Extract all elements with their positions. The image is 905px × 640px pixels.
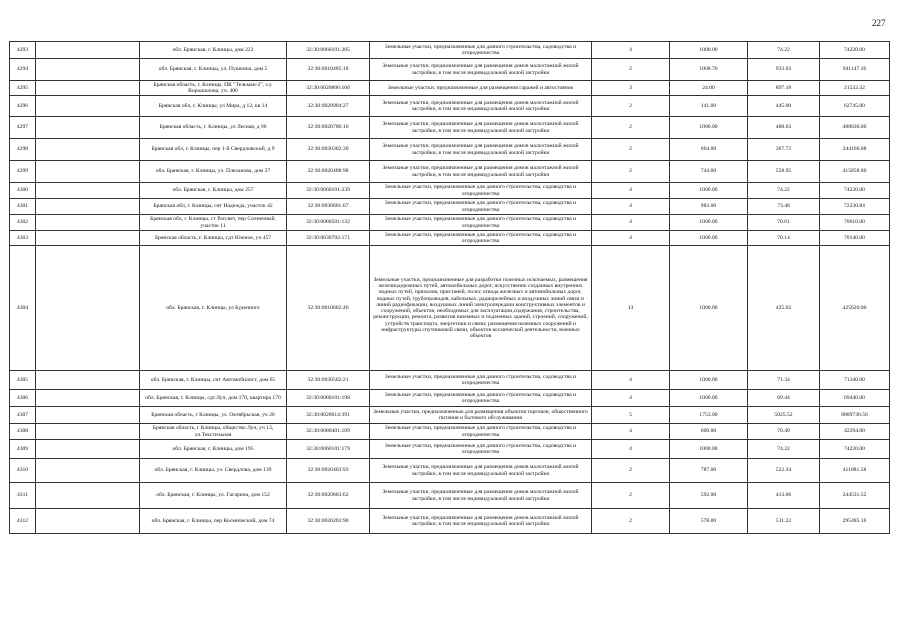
group-cell: 4 xyxy=(592,183,670,199)
address-cell: Брянская область, г. Клинцы, ПК "Тельман-2", з.у. Ворошилова, уч. 400 xyxy=(140,81,287,96)
area-cell: 1000.00 xyxy=(670,390,748,407)
table-body xyxy=(10,42,890,534)
table-row xyxy=(10,96,890,117)
address-cell: обл. Брянская, г. Клинцы, пер Космический, дом 74 xyxy=(140,509,287,534)
cadastral-value-cell: 69440.00 xyxy=(820,390,890,407)
land-use-cell: Земельные участки, предназначенные для размещения объектов торговли, общественного питания и бытового обслуживания xyxy=(370,407,592,424)
table-row xyxy=(10,81,890,96)
area-cell: 1000.00 xyxy=(670,215,748,231)
land-use-cell: Земельные участки, предназначенные для размещения домов малоэтажной жилой застройки, в том числе индивидуальной жилой застройки xyxy=(370,161,592,183)
cadastral-value-cell: 425620.00 xyxy=(820,246,890,371)
group-cell: 2 xyxy=(592,139,670,161)
empty-cell xyxy=(36,246,140,371)
empty-cell xyxy=(36,139,140,161)
row-number: 4299 xyxy=(10,161,36,183)
group-cell: 4 xyxy=(592,199,670,215)
land-use-cell: Земельные участки, предназначенные для дачного строительства, садоводства и огородничества xyxy=(370,231,592,246)
unit-value-cell: 70.14 xyxy=(748,231,820,246)
empty-cell xyxy=(36,199,140,215)
cadastral-value-cell: 70610.00 xyxy=(820,215,890,231)
land-use-cell: Земельные участки, предназначенные для размещения домов малоэтажной жилой застройки, в том числе индивидуальной жилой застройки xyxy=(370,483,592,509)
land-use-cell: Земельные участки, предназначенные для дачного строительства, садоводства и огородничества xyxy=(370,390,592,407)
cadastral-number-cell: 32:30:0080101:198 xyxy=(287,390,370,407)
area-cell: 1000.00 xyxy=(670,440,748,459)
address-cell: Брянская область, г Клинцы, общество Луч, уч 13, ул.Текстильная xyxy=(140,424,287,440)
land-use-cell: Земельные участки, предназначенные для размещения домов малоэтажной жилой застройки, в том числе индивидуальной жилой застройки xyxy=(370,509,592,534)
empty-cell xyxy=(36,42,140,59)
land-use-cell: Земельные участки, предназначенные для разработки полезных ископаемых, размещения железнодорожных путей, автомобильных дорог, искусственно созданных внутренних водных путей, причалов, пристаней, полос отвода железных и автомобильных дорог, водных путей, трубопроводов, кабельных, радиорелейных и воздушных линий связи и линий радиофикации, воздушных линий электропередачи конструктивных элементов и сооружений, объектов, необходимых для эксплуатации,содержания, строительства, реконструкции, ремонта, развития наземных и подземных зданий, строений, сооружений, устройств транспорта, энергетики и связи; размещения наземных сооружений и инфраструктуры спутниковой связи, объектов космической деятельности, военных объектов xyxy=(370,246,592,371)
land-use-cell: Земельные участки, предназначенные для размещения домов малоэтажной жилой застройки, в том числе индивидуальной жилой застройки xyxy=(370,117,592,139)
table-row xyxy=(10,424,890,440)
empty-cell xyxy=(36,424,140,440)
row-number: 4304 xyxy=(10,246,36,371)
empty-cell xyxy=(36,440,140,459)
table-row xyxy=(10,199,890,215)
row-number: 4308 xyxy=(10,424,36,440)
empty-cell xyxy=(36,509,140,534)
table-row xyxy=(10,231,890,246)
unit-value-cell: 413.06 xyxy=(748,483,820,509)
group-cell: 4 xyxy=(592,371,670,390)
empty-cell xyxy=(36,161,140,183)
land-use-cell: Земельные участки, предназначенные для дачного строительства, садоводства и огородничества xyxy=(370,371,592,390)
cadastral-value-cell: 74220.00 xyxy=(820,183,890,199)
unit-value-cell: 69.44 xyxy=(748,390,820,407)
area-cell: 1000.00 xyxy=(670,371,748,390)
address-cell: обл. Брянская, г. Клинцы, ул. Пушкина, дом 5 xyxy=(140,59,287,81)
group-cell: 4 xyxy=(592,231,670,246)
table-row xyxy=(10,215,890,231)
cadastral-number-cell: 32:30:0060101:179 xyxy=(287,440,370,459)
table-row xyxy=(10,59,890,81)
cadastral-number-cell: 32:30:0030502:21 xyxy=(287,371,370,390)
cadastral-number-cell: 32:30:0020904:27 xyxy=(287,96,370,117)
unit-value-cell: 425.62 xyxy=(748,246,820,371)
table-row xyxy=(10,246,890,371)
group-cell: 2 xyxy=(592,59,670,81)
empty-cell xyxy=(36,371,140,390)
row-number: 4294 xyxy=(10,59,36,81)
table-row xyxy=(10,161,890,183)
group-cell: 4 xyxy=(592,390,670,407)
address-cell: Брянская обл, г. Клинцы, ст Рассвет, пер Солнечный, участок 11 xyxy=(140,215,287,231)
land-use-cell: Земельные участки, предназначенные для дачного строительства, садоводства и огородничества xyxy=(370,183,592,199)
address-cell: Брянская обл, г. Клинцы, ул Мира, д 12, кв 14 xyxy=(140,96,287,117)
cadastral-value-cell: 70140.00 xyxy=(820,231,890,246)
cadastral-value-cell: 244166.08 xyxy=(820,139,890,161)
empty-cell xyxy=(36,459,140,483)
area-cell: 592.00 xyxy=(670,483,748,509)
cadastral-number-cell: 32:30:0020614:391 xyxy=(287,407,370,424)
unit-value-cell: 897.18 xyxy=(748,81,820,96)
cadastral-value-cell: 488630.00 xyxy=(820,117,890,139)
empty-cell xyxy=(36,81,140,96)
group-cell: 4 xyxy=(592,440,670,459)
address-cell: обл. Брянская, г. Клинцы, ул. Плеханова, дом 27 xyxy=(140,161,287,183)
land-use-cell: Земельные участки, предназначенные для дачного строительства, садоводства и огородничества xyxy=(370,199,592,215)
unit-value-cell: 558.95 xyxy=(748,161,820,183)
land-use-cell: Земельные участки, предназначенные для размещения гаражей и автостоянок xyxy=(370,81,592,96)
group-cell: 2 xyxy=(592,459,670,483)
row-number: 4297 xyxy=(10,117,36,139)
group-cell: 5 xyxy=(592,407,670,424)
row-number: 4302 xyxy=(10,215,36,231)
address-cell: Брянская обл, г. Клинцы, снт Надежда, участок 42 xyxy=(140,199,287,215)
land-use-cell: Земельные участки, предназначенные для дачного строительства, садоводства и огородничества xyxy=(370,215,592,231)
group-cell: 2 xyxy=(592,96,670,117)
area-cell: 983.00 xyxy=(670,199,748,215)
address-cell: обл. Брянская, г. Клинцы, ул Буденного xyxy=(140,246,287,371)
cadastral-number-cell: 32:30:0030702:171 xyxy=(287,231,370,246)
cadastral-value-cell: 8809736.56 xyxy=(820,407,890,424)
cadastral-number-cell: 32:30:0080501:132 xyxy=(287,215,370,231)
cadastral-number-cell: 32:30:0010405:18 xyxy=(287,59,370,81)
area-cell: 744.00 xyxy=(670,161,748,183)
row-number: 4301 xyxy=(10,199,36,215)
unit-value-cell: 74.22 xyxy=(748,440,820,459)
cadastral-value-cell: 71340.00 xyxy=(820,371,890,390)
empty-cell xyxy=(36,390,140,407)
address-cell: Брянская обл, г. Клинцы, пер 1-й Свердловский, д 9 xyxy=(140,139,287,161)
row-number: 4310 xyxy=(10,459,36,483)
group-cell: 13 xyxy=(592,246,670,371)
empty-cell xyxy=(36,117,140,139)
row-number: 4305 xyxy=(10,371,36,390)
address-cell: обл. Брянская, г. Клинцы, дом 257 xyxy=(140,183,287,199)
table-row xyxy=(10,440,890,459)
cadastral-value-cell: 72230.84 xyxy=(820,199,890,215)
row-number: 4295 xyxy=(10,81,36,96)
row-number: 4300 xyxy=(10,183,36,199)
cadastral-number-cell: 32:30:0010602:46 xyxy=(287,246,370,371)
cadastral-number-cell: 32:30:0020408:98 xyxy=(287,161,370,183)
row-number: 4293 xyxy=(10,42,36,59)
table-row xyxy=(10,407,890,424)
row-number: 4298 xyxy=(10,139,36,161)
area-cell: 1753.00 xyxy=(670,407,748,424)
area-cell: 1000.00 xyxy=(670,42,748,59)
row-number: 4296 xyxy=(10,96,36,117)
group-cell: 4 xyxy=(592,215,670,231)
cadastral-number-cell: 32:30:0030302:30 xyxy=(287,139,370,161)
empty-cell xyxy=(36,483,140,509)
row-number: 4311 xyxy=(10,483,36,509)
table-row xyxy=(10,459,890,483)
area-cell: 141.00 xyxy=(670,96,748,117)
area-cell: 1000.00 xyxy=(670,231,748,246)
row-number: 4312 xyxy=(10,509,36,534)
cadastral-value-cell: 21532.32 xyxy=(820,81,890,96)
address-cell: Брянская область, г. Клинцы, сдт Южное, уч 457 xyxy=(140,231,287,246)
unit-value-cell: 71.34 xyxy=(748,371,820,390)
table-row xyxy=(10,390,890,407)
address-cell: Брянская область, г Клинцы, ул. Октябрьская, уч 20 xyxy=(140,407,287,424)
empty-cell xyxy=(36,59,140,81)
unit-value-cell: 367.72 xyxy=(748,139,820,161)
address-cell: обл. Брянская, г. Клинцы, дом 222 xyxy=(140,42,287,59)
cadastral-value-cell: 411081.58 xyxy=(820,459,890,483)
cadastral-number-cell: 32:30:0020803:62 xyxy=(287,483,370,509)
page-number: 227 xyxy=(872,18,886,28)
unit-value-cell: 445.00 xyxy=(748,96,820,117)
land-use-cell: Земельные участки, предназначенные для дачного строительства, садоводства и огородничества xyxy=(370,42,592,59)
address-cell: обл. Брянская, г. Клинцы, сдт.Луч, дом 170, квартира 170 xyxy=(140,390,287,407)
cadastral-value-cell: 415858.80 xyxy=(820,161,890,183)
empty-cell xyxy=(36,96,140,117)
cadastral-number-cell: 32:30:0020706:16 xyxy=(287,117,370,139)
group-cell: 2 xyxy=(592,161,670,183)
area-cell: 664.00 xyxy=(670,139,748,161)
group-cell: 4 xyxy=(592,424,670,440)
table-row xyxy=(10,509,890,534)
land-use-cell: Земельные участки, предназначенные для размещения домов малоэтажной жилой застройки, в том числе индивидуальной жилой застройки xyxy=(370,139,592,161)
cadastral-value-cell: 941147.36 xyxy=(820,59,890,81)
address-cell: обл. Брянская, г. Клинцы, дом 195 xyxy=(140,440,287,459)
empty-cell xyxy=(36,407,140,424)
address-cell: обл. Брянская, г. Клинцы, снт Автомобилист, дом 65 xyxy=(140,371,287,390)
empty-cell xyxy=(36,183,140,199)
table-row xyxy=(10,42,890,59)
empty-cell xyxy=(36,231,140,246)
group-cell: 2 xyxy=(592,117,670,139)
cadastral-number-cell: 32:30:0030601:67 xyxy=(287,199,370,215)
unit-value-cell: 74.22 xyxy=(748,183,820,199)
cadastral-value-cell: 62745.00 xyxy=(820,96,890,117)
cadastral-value-cell: 295485.16 xyxy=(820,509,890,534)
address-cell: обл. Брянская, г. Клинцы, ул. Свердлова, дом 139 xyxy=(140,459,287,483)
unit-value-cell: 70.61 xyxy=(748,215,820,231)
row-number: 4307 xyxy=(10,407,36,424)
land-use-cell: Земельные участки, предназначенные для размещения домов малоэтажной жилой застройки, в том числе индивидуальной жилой застройки xyxy=(370,459,592,483)
land-use-cell: Земельные участки, предназначенные для дачного строительства, садоводства и огородничества xyxy=(370,440,592,459)
unit-value-cell: 522.34 xyxy=(748,459,820,483)
group-cell: 2 xyxy=(592,483,670,509)
table-row xyxy=(10,183,890,199)
area-cell: 787.00 xyxy=(670,459,748,483)
area-cell: 578.00 xyxy=(670,509,748,534)
area-cell: 24.00 xyxy=(670,81,748,96)
area-cell: 1000.00 xyxy=(670,183,748,199)
cadastral-value-cell: 74220.00 xyxy=(820,42,890,59)
row-number: 4303 xyxy=(10,231,36,246)
unit-value-cell: 74.22 xyxy=(748,42,820,59)
unit-value-cell: 933.03 xyxy=(748,59,820,81)
cadastral-number-cell: 32:30:0020806:166 xyxy=(287,81,370,96)
row-number: 4306 xyxy=(10,390,36,407)
area-cell: 1008.70 xyxy=(670,59,748,81)
unit-value-cell: 511.22 xyxy=(748,509,820,534)
table-row xyxy=(10,139,890,161)
cadastral-value-cell: 74220.00 xyxy=(820,440,890,459)
cadastral-value-table xyxy=(9,41,890,534)
cadastral-number-cell: 32:30:0020403:93 xyxy=(287,459,370,483)
area-cell: 1000.00 xyxy=(670,246,748,371)
area-cell: 600.00 xyxy=(670,424,748,440)
cadastral-number-cell: 32:30:0060101:205 xyxy=(287,42,370,59)
land-use-cell: Земельные участки, предназначенные для размещения домов малоэтажной жилой застройки, в том числе индивидуальной жилой застройки xyxy=(370,59,592,81)
land-use-cell: Земельные участки, предназначенные для дачного строительства, садоводства и огородничества xyxy=(370,424,592,440)
table-row xyxy=(10,371,890,390)
land-use-cell: Земельные участки, предназначенные для размещения домов малоэтажной жилой застройки, в том числе индивидуальной жилой застройки xyxy=(370,96,592,117)
group-cell: 2 xyxy=(592,509,670,534)
group-cell: 4 xyxy=(592,42,670,59)
row-number: 4309 xyxy=(10,440,36,459)
cadastral-value-cell: 244531.52 xyxy=(820,483,890,509)
unit-value-cell: 488.63 xyxy=(748,117,820,139)
unit-value-cell: 5025.52 xyxy=(748,407,820,424)
cadastral-number-cell: 32:30:0060101:239 xyxy=(287,183,370,199)
group-cell: 3 xyxy=(592,81,670,96)
cadastral-value-cell: 42294.00 xyxy=(820,424,890,440)
address-cell: обл. Брянская, г. Клинцы, ул. Гагарина, дом 152 xyxy=(140,483,287,509)
table-row xyxy=(10,117,890,139)
empty-cell xyxy=(36,215,140,231)
unit-value-cell: 73.48 xyxy=(748,199,820,215)
cadastral-number-cell: 32:30:0080401:109 xyxy=(287,424,370,440)
cadastral-number-cell: 32:30:0020203:90 xyxy=(287,509,370,534)
table-row xyxy=(10,483,890,509)
area-cell: 1000.00 xyxy=(670,117,748,139)
unit-value-cell: 70.49 xyxy=(748,424,820,440)
address-cell: Брянская область, г. Клинцы, ул Лесная, д 96 xyxy=(140,117,287,139)
